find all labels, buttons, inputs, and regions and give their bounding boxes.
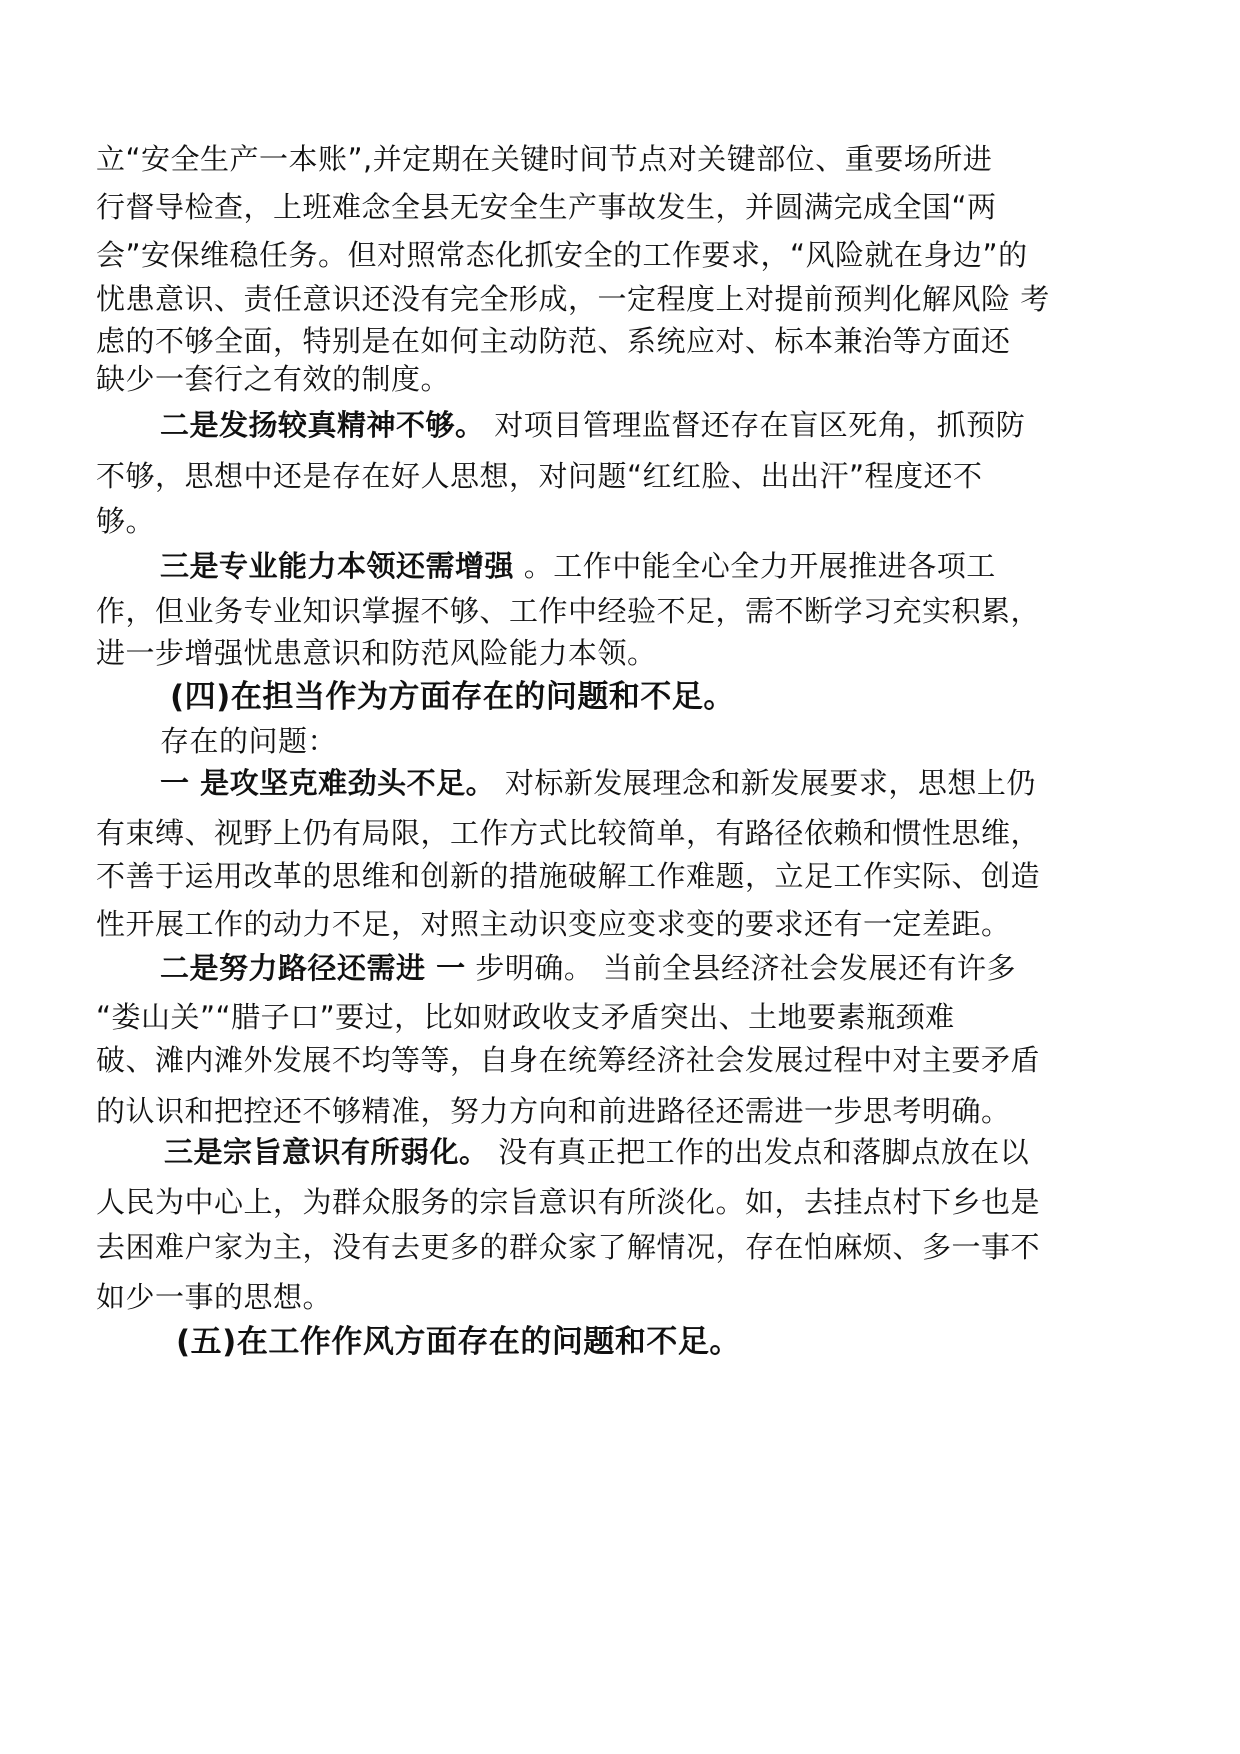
text-line — [160, 723, 337, 759]
section-heading-text: (四)在担当作为方面存在的问题和不足。 — [170, 679, 735, 715]
paragraph-lead: 三是专业能力本领还需增强 — [160, 549, 515, 583]
text-run: 对项目管理监督还存在盲区死角，抓预防 — [484, 408, 1026, 442]
text-line — [96, 635, 657, 671]
paragraph-heading-line — [164, 1134, 1029, 1170]
text-line — [96, 361, 450, 397]
text-run: 忧患意识、责任意识还没有完全形成，一定程度上对提前预判化解风险 考 — [96, 282, 1050, 316]
paragraph-lead: 一 是攻坚克难劲头不足。 — [160, 766, 496, 800]
paragraph-lead: 三是宗旨意识有所弱化。 — [164, 1135, 489, 1169]
text-line — [96, 323, 1011, 359]
text-run: 虑的不够全面，特别是在如何主动防范、系统应对、标本兼治等方面还 — [96, 324, 1011, 358]
text-line — [96, 999, 955, 1035]
text-line — [96, 858, 1040, 894]
text-run: 性开展工作的动力不足，对照主动识变应变求变的要求还有一定差距。 — [96, 907, 1011, 941]
text-run: 。工作中能全心全力开展推进各项工 — [514, 549, 996, 583]
text-run: 如少一事的思想。 — [96, 1280, 333, 1314]
text-line — [96, 237, 1028, 273]
text-run: 不善于运用改革的思维和创新的措施破解工作难题，立足工作实际、创造 — [96, 859, 1041, 893]
section-heading-4 — [170, 679, 735, 715]
text-run: 进一步增强忧患意识和防范风险能力本领。 — [96, 636, 657, 670]
text-line — [96, 141, 992, 177]
text-run: 人民为中心上，为群众服务的宗旨意识有所淡化。如，去挂点村下乡也是 — [96, 1185, 1041, 1219]
paragraph-lead: 二是努力路径还需进 一 — [160, 951, 466, 985]
text-line — [96, 906, 1011, 942]
paragraph-heading-line — [160, 950, 1016, 986]
text-run: 作，但业务专业知识掌握不够、工作中经验不足，需不断学习充实积累， — [96, 594, 1041, 628]
paragraph-heading-line — [160, 407, 1025, 443]
text-line — [96, 815, 1040, 851]
text-run: 没有真正把工作的出发点和落脚点放在以 — [488, 1135, 1030, 1169]
text-run: 行督导检查，上班难念全县无安全生产事故发生，并圆满完成全国“两 — [96, 190, 997, 224]
text-run: 破、滩内滩外发展不均等等，自身在统筹经济社会发展过程中对主要矛盾 — [96, 1043, 1041, 1077]
text-run: 有束缚、视野上仍有局限，工作方式比较简单，有路径依赖和惯性思维， — [96, 816, 1041, 850]
section-heading-5 — [176, 1324, 741, 1360]
text-run: 会”安保维稳任务。但对照常态化抓安全的工作要求，“风险就在身边”的 — [96, 238, 1028, 272]
text-run: 对标新发展理念和新发展要求，思想上仍 — [495, 766, 1036, 800]
section-heading-text: (五)在工作作风方面存在的问题和不足。 — [176, 1324, 741, 1360]
text-line — [96, 1229, 1040, 1265]
text-line — [96, 1279, 332, 1315]
paragraph-heading-line — [160, 548, 996, 584]
text-run: 去困难户家为主，没有去更多的群众家了解情况，存在怕麻烦、多一事不 — [96, 1230, 1041, 1264]
text-line — [96, 189, 997, 225]
text-run: 不够，思想中还是存在好人思想，对问题“红红脸、出出汗”程度还不 — [96, 459, 983, 493]
text-run: 步明确。 当前全县经济社会发展还有许多 — [465, 951, 1017, 985]
text-run: 缺少一套行之有效的制度。 — [96, 362, 451, 396]
text-line — [96, 458, 983, 494]
text-run: 存在的问题： — [160, 724, 338, 758]
text-line — [96, 593, 1040, 629]
text-line — [96, 281, 1050, 317]
text-run: 的认识和把控还不够精准，努力方向和前进路径还需进一步思考明确。 — [96, 1094, 1011, 1128]
paragraph-heading-line — [160, 765, 1036, 801]
text-run: 立“安全生产一本账”,并定期在关键时间节点对关键部位、重要场所进 — [96, 142, 993, 176]
text-line — [96, 1184, 1040, 1220]
text-line — [96, 503, 155, 539]
text-run: “娄山关”“腊子口”要过，比如财政收支矛盾突出、土地要素瓶颈难 — [96, 1000, 955, 1034]
text-line — [96, 1093, 1011, 1129]
paragraph-lead: 二是发扬较真精神不够。 — [160, 408, 485, 442]
text-run: 够。 — [96, 504, 156, 538]
text-line — [96, 1042, 1040, 1078]
